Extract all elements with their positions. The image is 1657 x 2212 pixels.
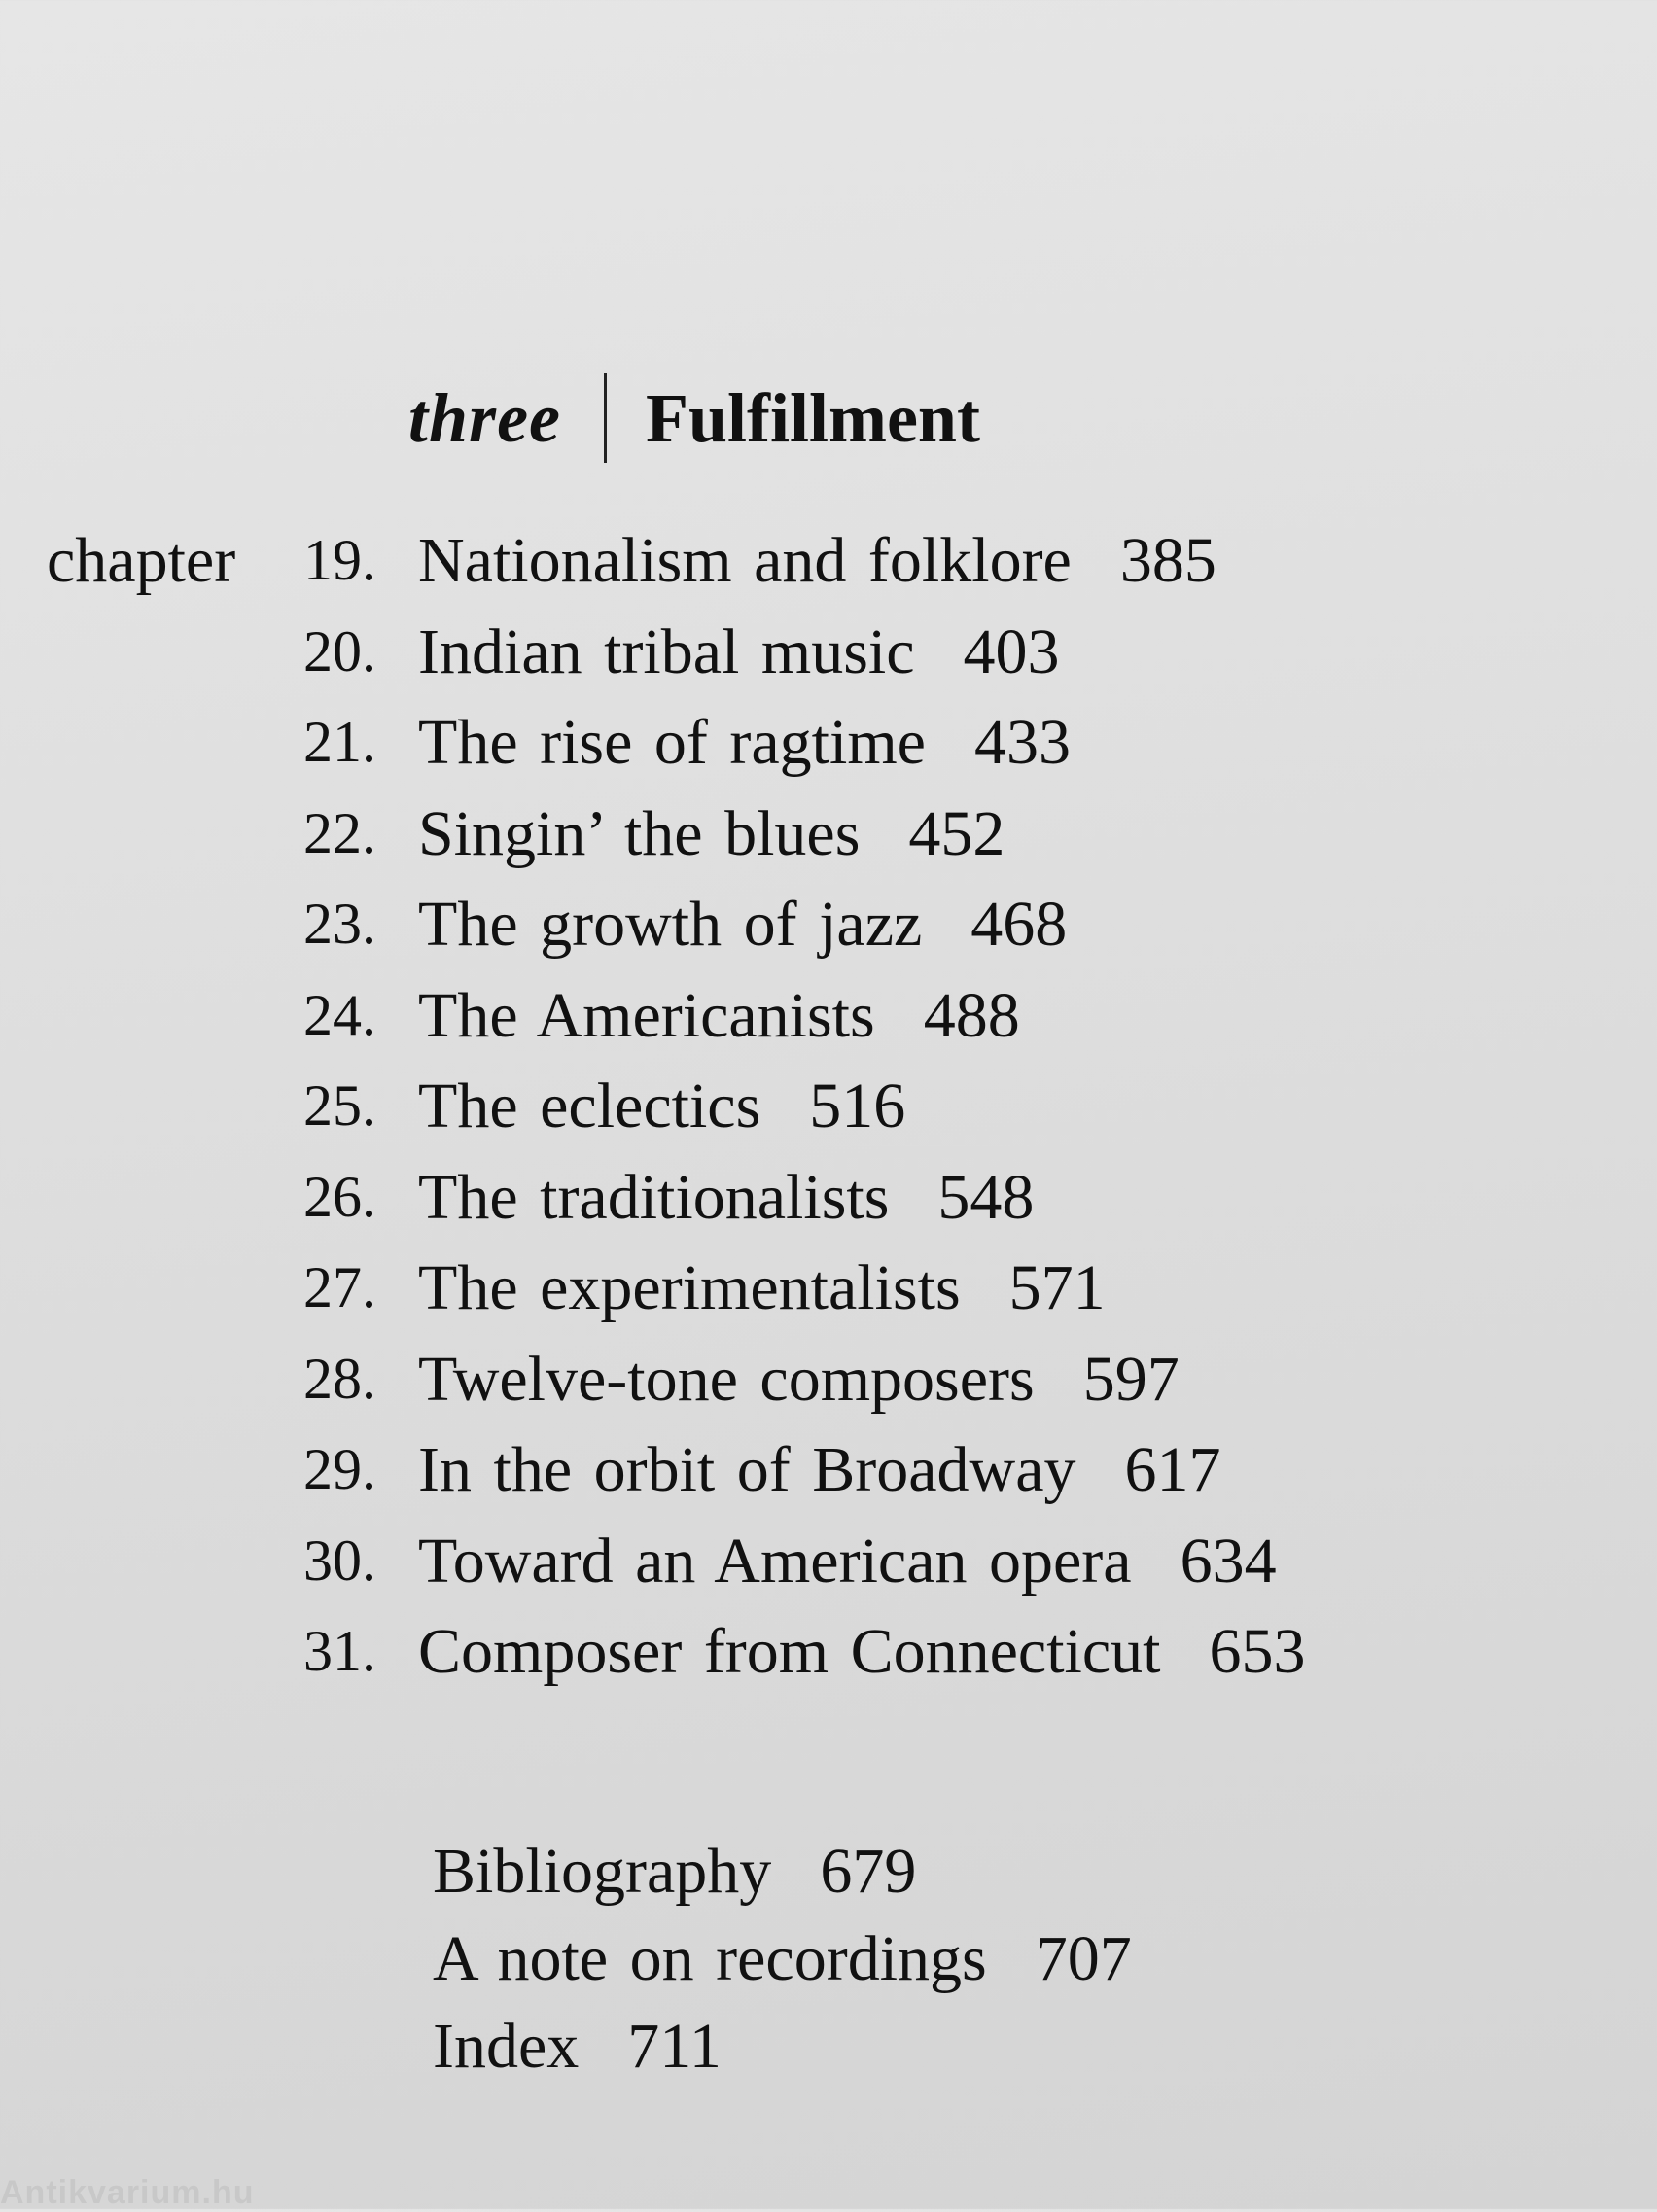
chapter-page-number: 617 [1124, 1434, 1221, 1505]
part-heading [408, 369, 980, 467]
part-number: three [408, 378, 561, 457]
backmatter-page-number: 707 [1035, 1923, 1132, 1994]
backmatter-list [0, 1828, 1657, 2090]
chapter-number: 30. [303, 1527, 376, 1593]
backmatter-entry [0, 2003, 1657, 2090]
chapter-number: 23. [303, 892, 376, 956]
toc-entry [0, 1243, 1657, 1334]
chapter-number: 31. [303, 1619, 376, 1683]
chapter-number: 24. [303, 982, 376, 1047]
chapter-page-number: 597 [1082, 1343, 1180, 1415]
backmatter-entry [0, 1828, 1657, 1915]
chapter-page-number: 452 [908, 797, 1005, 869]
chapter-page-number: 433 [973, 707, 1071, 778]
chapter-title: Nationalism and folklore [418, 525, 1072, 596]
toc-entry [0, 970, 1657, 1062]
toc-entry [0, 1606, 1657, 1698]
toc-entry [0, 1424, 1657, 1516]
chapter-title: Indian tribal music [418, 615, 915, 687]
chapter-title: The eclectics [418, 1071, 761, 1141]
backmatter-page-number: 711 [627, 2011, 722, 2082]
toc-entry [0, 607, 1657, 698]
chapter-number: 28. [303, 1346, 376, 1411]
backmatter-title: Index [433, 2011, 580, 2082]
toc-entry [0, 697, 1657, 789]
chapter-page-number: 634 [1180, 1525, 1277, 1597]
chapter-page-number: 468 [970, 889, 1068, 960]
chapter-page-number: 403 [963, 615, 1060, 687]
chapter-title: Composer from Connecticut [418, 1616, 1161, 1687]
watermark: Antikvarium.hu [0, 2174, 255, 2211]
chapter-title: Twelve-tone composers [418, 1343, 1035, 1415]
chapter-title: Toward an American opera [418, 1525, 1132, 1597]
backmatter-title: A note on recordings [433, 1923, 987, 1994]
part-divider [604, 373, 607, 463]
toc-entry [0, 789, 1657, 880]
part-title: Fulfillment [645, 378, 980, 457]
chapter-title: In the orbit of Broadway [418, 1434, 1076, 1505]
chapter-page-number: 488 [923, 979, 1020, 1051]
table-of-contents [0, 515, 1657, 1698]
chapter-title: The rise of ragtime [418, 707, 926, 778]
chapter-number: 26. [303, 1164, 376, 1229]
toc-entry [0, 1152, 1657, 1244]
toc-entry [0, 879, 1657, 970]
toc-entry [0, 515, 1657, 607]
chapter-number: 20. [303, 618, 376, 684]
chapter-page-number: 385 [1119, 525, 1216, 596]
chapter-number: 25. [303, 1073, 376, 1138]
chapter-number: 21. [303, 710, 376, 774]
chapter-page-number: 516 [809, 1071, 906, 1141]
chapter-page-number: 571 [1008, 1252, 1106, 1323]
chapter-page-number: 548 [937, 1161, 1035, 1233]
chapter-label: chapter [47, 525, 236, 596]
chapter-number: 22. [303, 800, 376, 865]
toc-entry [0, 1061, 1657, 1152]
chapter-page-number: 653 [1209, 1616, 1306, 1687]
chapter-title: The Americanists [418, 979, 875, 1051]
chapter-number: 29. [303, 1437, 376, 1501]
chapter-number: 19. [303, 528, 376, 592]
backmatter-title: Bibliography [433, 1836, 772, 1907]
chapter-title: The growth of jazz [418, 889, 923, 960]
chapter-title: The traditionalists [418, 1161, 890, 1233]
backmatter-entry [0, 1915, 1657, 2003]
chapter-number: 27. [303, 1255, 376, 1319]
backmatter-page-number: 679 [820, 1836, 917, 1907]
chapter-title: Singin’ the blues [418, 797, 861, 869]
toc-entry [0, 1334, 1657, 1425]
toc-entry [0, 1516, 1657, 1607]
chapter-title: The experimentalists [418, 1252, 961, 1323]
